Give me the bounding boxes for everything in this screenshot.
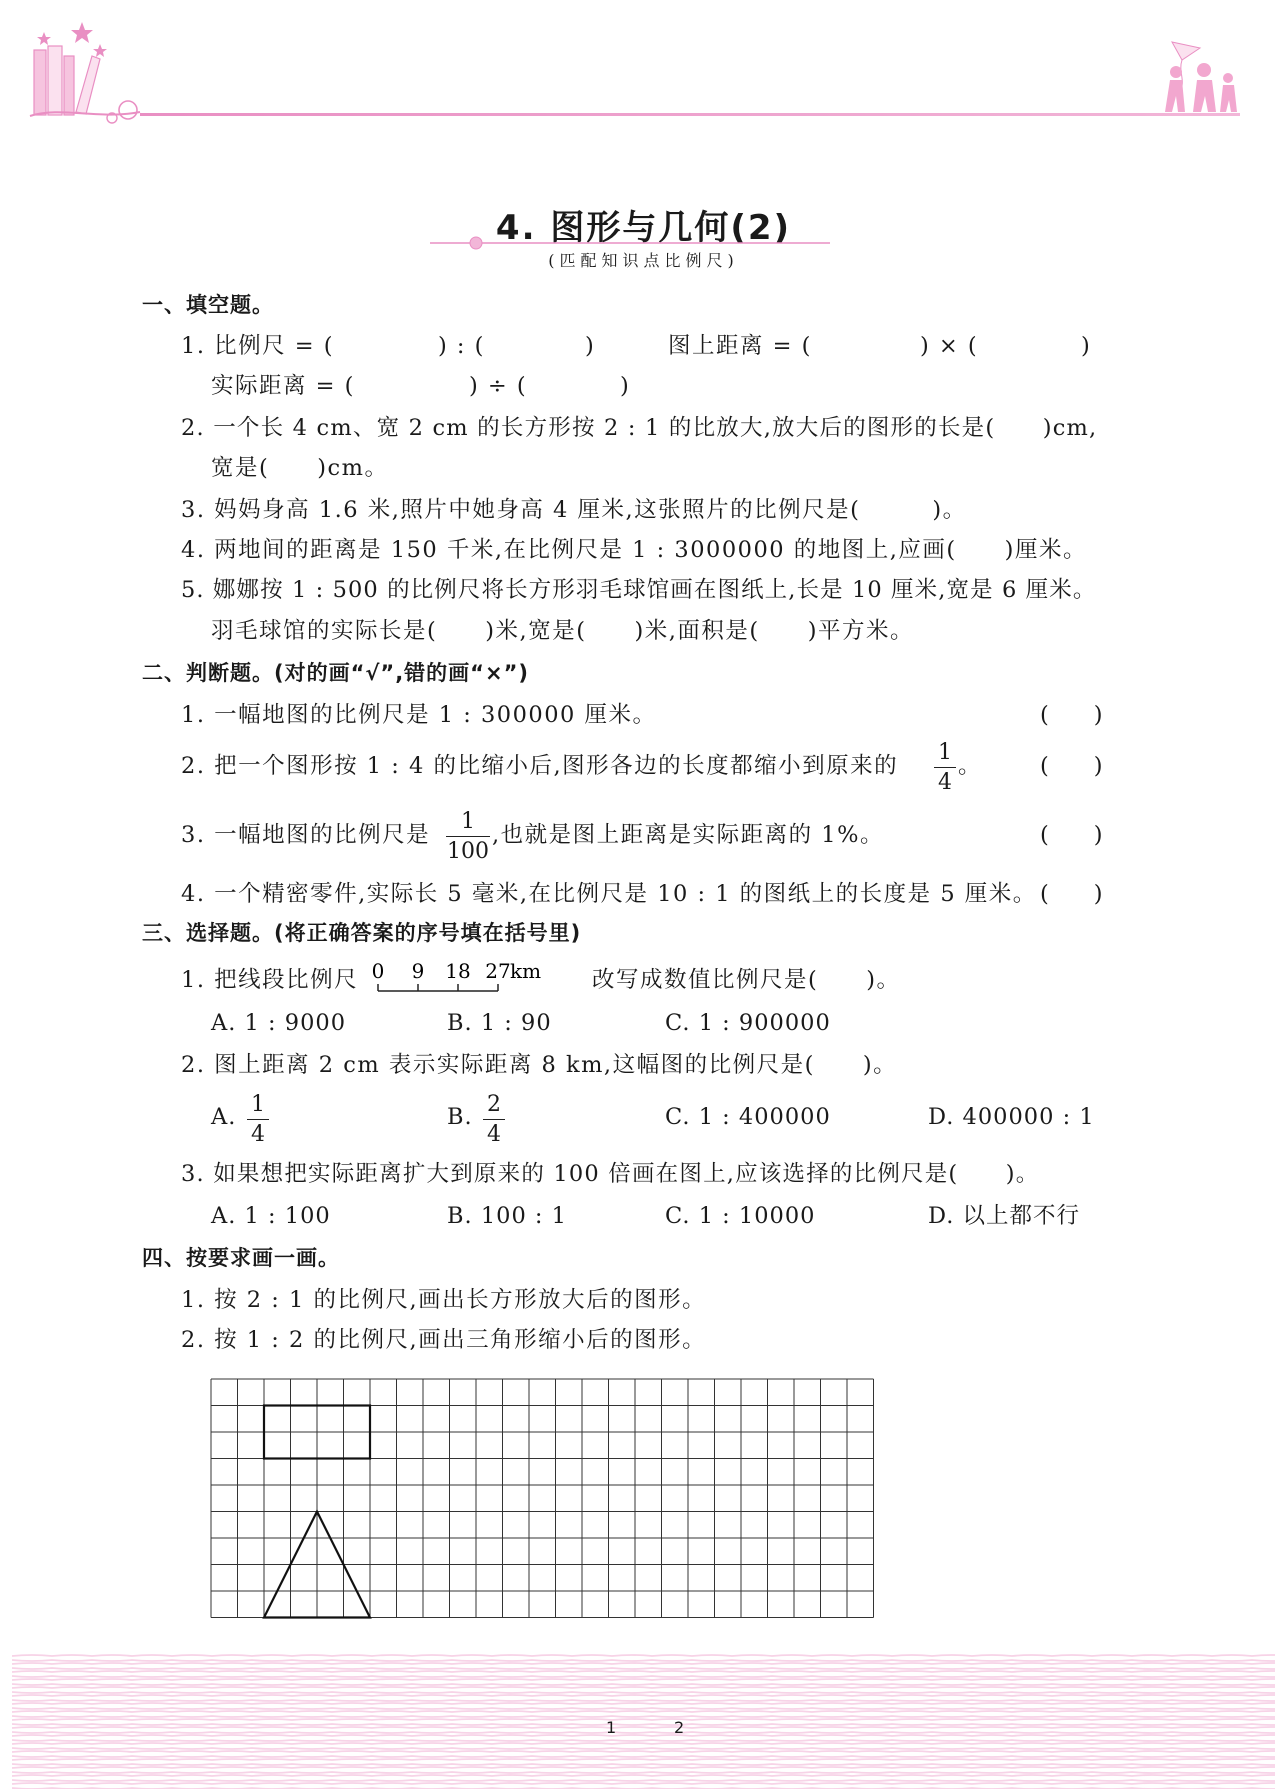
footer-stripe [12,1772,1275,1773]
scale-unit: km [510,959,542,983]
s1-q2-line2: 宽是( )cm。 [211,455,389,481]
s3-q3-option-a: A. 1 : 100 [211,1203,331,1229]
scale-tick-0: 0 [371,959,385,983]
footer-stripe [12,1767,1275,1768]
scale-tick-9: 9 [411,959,425,983]
fraction-denominator: 100 [447,839,489,864]
scale-tick-27: 27 [485,959,511,983]
footer-stripe [12,1756,1275,1757]
fraction-denominator: 4 [487,1122,501,1147]
page-number-right: 2 [674,1718,685,1737]
s3-q2-option-b-fraction [483,1092,505,1148]
footer-stripe [12,1708,1275,1709]
footer-stripe [12,1775,1275,1776]
footer-stripe [12,1783,1275,1784]
page-subtitle: (匹配知识点比例尺) [548,251,739,270]
footer-stripe [12,1663,1275,1664]
s3-q2-option-d: D. 400000 : 1 [928,1104,1095,1130]
page-number-left: 1 [606,1718,617,1737]
s1-q4: 4. 两地间的距离是 150 千米,在比例尺是 1 : 3000000 的地图上,应画( )厘米。 [181,537,1087,563]
footer-stripe [12,1692,1275,1693]
footer-stripe [12,1671,1275,1672]
page-title: 4. 图形与几何(2) [495,208,792,248]
footer-stripe [12,1719,1275,1720]
footer-stripe [12,1735,1275,1736]
footer-stripe [12,1679,1275,1680]
footer-stripe [12,1700,1275,1701]
s2-q3-fraction [446,809,490,865]
s3-q1-option-a: A. 1 : 9000 [211,1010,347,1036]
drawing-grid[interactable] [210,1378,878,1622]
s2-q2-answer[interactable]: ( ) [1040,753,1103,779]
s2-q3-end: ,也就是图上距离是实际距离的 1%。 [492,822,884,848]
s3-q2-option-a-label: A. [211,1104,237,1130]
s1-q1-colon: ) : ( [438,333,485,359]
footer-stripe [12,1740,1275,1741]
s1-q1-b-close: ) [1081,333,1092,359]
header-decoration [0,0,1287,140]
s2-q2-end: 。 [958,753,983,779]
fraction-denominator: 4 [938,770,952,795]
s1-q1-a: 1. 比例尺 = ( [181,333,335,359]
section3-heading: 三、选择题。(将正确答案的序号填在括号里) [142,921,582,945]
s3-q1-option-c: C. 1 : 900000 [665,1010,831,1036]
footer-stripe [12,1655,1275,1656]
footer-stripe [12,1687,1275,1688]
footer-stripe [12,1759,1275,1760]
s1-q5-line2: 羽毛球馆的实际长是( )米,宽是( )米,面积是( )平方米。 [211,618,914,644]
s3-q2-option-a-fraction [247,1092,269,1148]
footer-stripes [12,1652,1275,1789]
s3-q3-option-c: C. 1 : 10000 [665,1203,816,1229]
s1-q5-line1: 5. 娜娜按 1 : 500 的比例尺将长方形羽毛球馆画在图纸上,长是 10 厘米,宽是 6 厘米。 [181,577,1097,603]
s3-q3: 3. 如果想把实际距离扩大到原来的 100 倍画在图上,应该选择的比例尺是( )。 [181,1161,1040,1187]
s3-q2-option-c: C. 1 : 400000 [665,1104,831,1130]
s1-q3: 3. 妈妈身高 1.6 米,照片中她身高 4 厘米,这张照片的比例尺是( )。 [181,497,967,523]
s1-q1-b: 图上距离 = ( [668,333,812,359]
footer-stripe [12,1743,1275,1744]
s1-q1-times: ) × ( [920,333,979,359]
footer-stripe [12,1668,1275,1669]
fraction-numerator: 1 [938,740,952,765]
header-rule [140,113,1240,116]
s2-q3: 3. 一幅地图的比例尺是 [181,822,431,848]
footer-stripe [12,1703,1275,1704]
s2-q2-fraction [934,740,956,796]
s3-q1-option-b: B. 1 : 90 [447,1010,552,1036]
footer-stripe [12,1780,1275,1781]
section2-heading: 二、判断题。(对的画“√”,错的画“×”) [142,661,529,685]
s2-q2: 2. 把一个图形按 1 : 4 的比缩小后,图形各边的长度都缩小到原来的 [181,753,899,779]
books-logo-icon [30,46,140,123]
s1-q2-line1: 2. 一个长 4 cm、宽 2 cm 的长方形按 2 : 1 的比放大,放大后的图形的长是( )cm, [181,415,1098,441]
footer-stripe [12,1695,1275,1696]
fraction-numerator: 2 [487,1092,501,1117]
section4-heading: 四、按要求画一画。 [142,1246,340,1270]
s3-q1-pre: 1. 把线段比例尺 [181,967,359,993]
footer-stripe [12,1724,1275,1725]
s2-q3-answer[interactable]: ( ) [1040,822,1103,848]
footer-stripe [12,1727,1275,1728]
s3-q3-option-d: D. 以上都不行 [928,1203,1081,1229]
s3-q1-post: 改写成数值比例尺是( )。 [592,967,901,993]
footer-stripe [12,1676,1275,1677]
kids-kite-icon [1165,42,1237,112]
scale-tick-18: 18 [445,959,471,983]
s2-q1: 1. 一幅地图的比例尺是 1 : 300000 厘米。 [181,702,657,728]
footer-stripe [12,1716,1275,1717]
footer-stripe [12,1764,1275,1765]
footer-stripe [12,1684,1275,1685]
s3-q2-option-b-label: B. [447,1104,473,1130]
fraction-denominator: 4 [251,1122,265,1147]
s1-q1-close: ) [585,333,596,359]
fraction-numerator: 1 [251,1092,265,1117]
footer-stripe [12,1711,1275,1712]
s1-q1-c: 实际距离 = ( [211,373,355,399]
s1-q1-c-close: ) [620,373,631,399]
s4-q2: 2. 按 1 : 2 的比例尺,画出三角形缩小后的图形。 [181,1327,707,1353]
line-segment-scale [370,958,590,1000]
section1-heading: 一、填空题。 [142,293,274,317]
footer-stripe [12,1660,1275,1661]
s2-q1-answer[interactable]: ( ) [1040,702,1103,728]
s3-q2: 2. 图上距离 2 cm 表示实际距离 8 km,这幅图的比例尺是( )。 [181,1052,898,1078]
s2-q4-answer[interactable]: ( ) [1040,881,1103,907]
footer-stripe [12,1732,1275,1733]
s1-q1-div: ) ÷ ( [469,373,528,399]
footer-stripe [12,1748,1275,1749]
footer-stripe [12,1751,1275,1752]
s4-q1: 1. 按 2 : 1 的比例尺,画出长方形放大后的图形。 [181,1287,707,1313]
fraction-numerator: 1 [461,809,475,834]
s3-q3-option-b: B. 100 : 1 [447,1203,567,1229]
s2-q4: 4. 一个精密零件,实际长 5 毫米,在比例尺是 10 : 1 的图纸上的长度是 5 厘米。 [181,881,1037,907]
